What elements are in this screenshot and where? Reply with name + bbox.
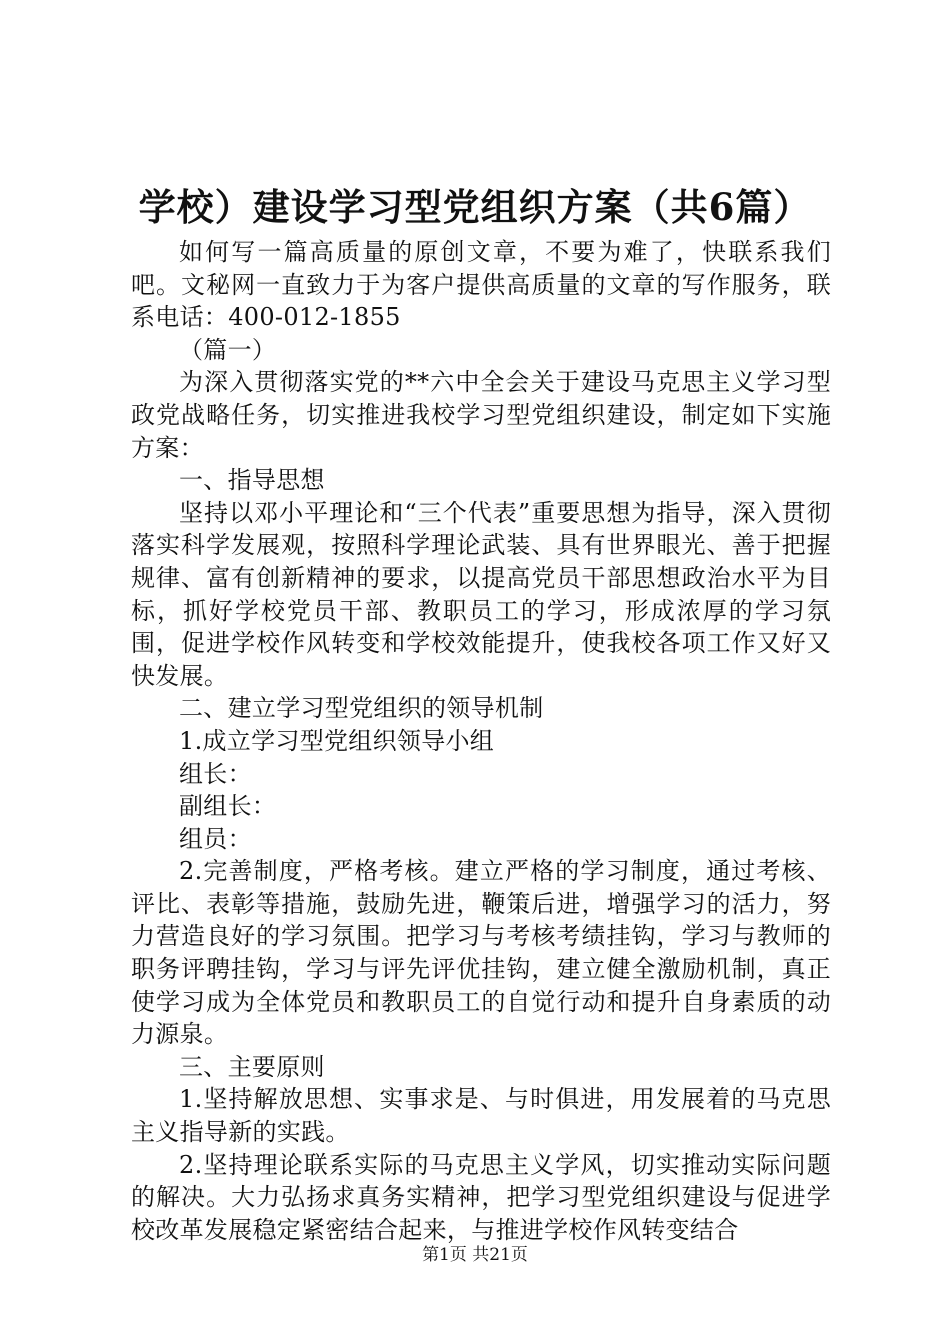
heading-guiding-thought: 一、指导思想 <box>179 466 325 495</box>
document-title: 学校）建设学习型党组织方案（共6篇） <box>138 185 812 229</box>
guiding-thought-paragraph: 坚持以邓小平理论和“三个代表”重要思想为指导，深入贯彻落实科学发展观，按照科学理论武装、具有世界眼光、善于把握规律、富有创新精神的要求，以提高党员干部思想政治水平为目标，抓好学校党员干部、教职员工的学习，形成浓厚的学习氛围，促进学校作风转变和学校效能提升，使我校各项工作又好又快发展。 <box>131 498 831 690</box>
heading-leadership-mechanism: 二、建立学习型党组织的领导机制 <box>179 694 544 723</box>
deputy-leader-line: 副组长： <box>179 792 277 821</box>
heading-main-principles: 三、主要原则 <box>179 1052 325 1081</box>
item-system-assessment: 2.完善制度，严格考核。建立严格的学习制度，通过考核、评比、表彰等措施，鼓励先进，鞭策后进，增强学习的活力，努力营造良好的学习氛围。把学习与考核考绩挂钩，学习与教师的职务评聘挂钩，学习与评先评优挂钩，建立健全激励机制，真正使学习成为全体党员和教职员工的自觉行动和提升自身素质的动力源泉。 <box>131 857 831 1049</box>
document-body <box>131 236 831 1246</box>
intro-paragraph: 如何写一篇高质量的原创文章，不要为难了，快联系我们吧。文秘网一直致力于为客户提供高质量的文章的写作服务，联系电话：400-012-1855 <box>131 238 831 332</box>
principle-one: 1.坚持解放思想、实事求是、与时俱进，用发展着的马克思主义指导新的实践。 <box>131 1085 831 1147</box>
principle-two: 2.坚持理论联系实际的马克思主义学风，切实推动实际问题的解决。大力弘扬求真务实精神，把学习型党组织建设与促进学校改革发展稳定紧密结合起来，与推进学校作风转变结合 <box>131 1150 831 1244</box>
members-line: 组员： <box>179 824 252 853</box>
page-footer: 第1页 共21页 <box>422 1245 528 1265</box>
item-leading-group: 1.成立学习型党组织领导小组 <box>179 726 495 755</box>
preface-paragraph: 为深入贯彻落实党的**六中全会关于建设马克思主义学习型政党战略任务，切实推进我校学习型党组织建设，制定如下实施方案： <box>131 368 831 462</box>
section-label-part-one: （篇一） <box>179 335 277 364</box>
group-leader-line: 组长： <box>179 759 252 788</box>
